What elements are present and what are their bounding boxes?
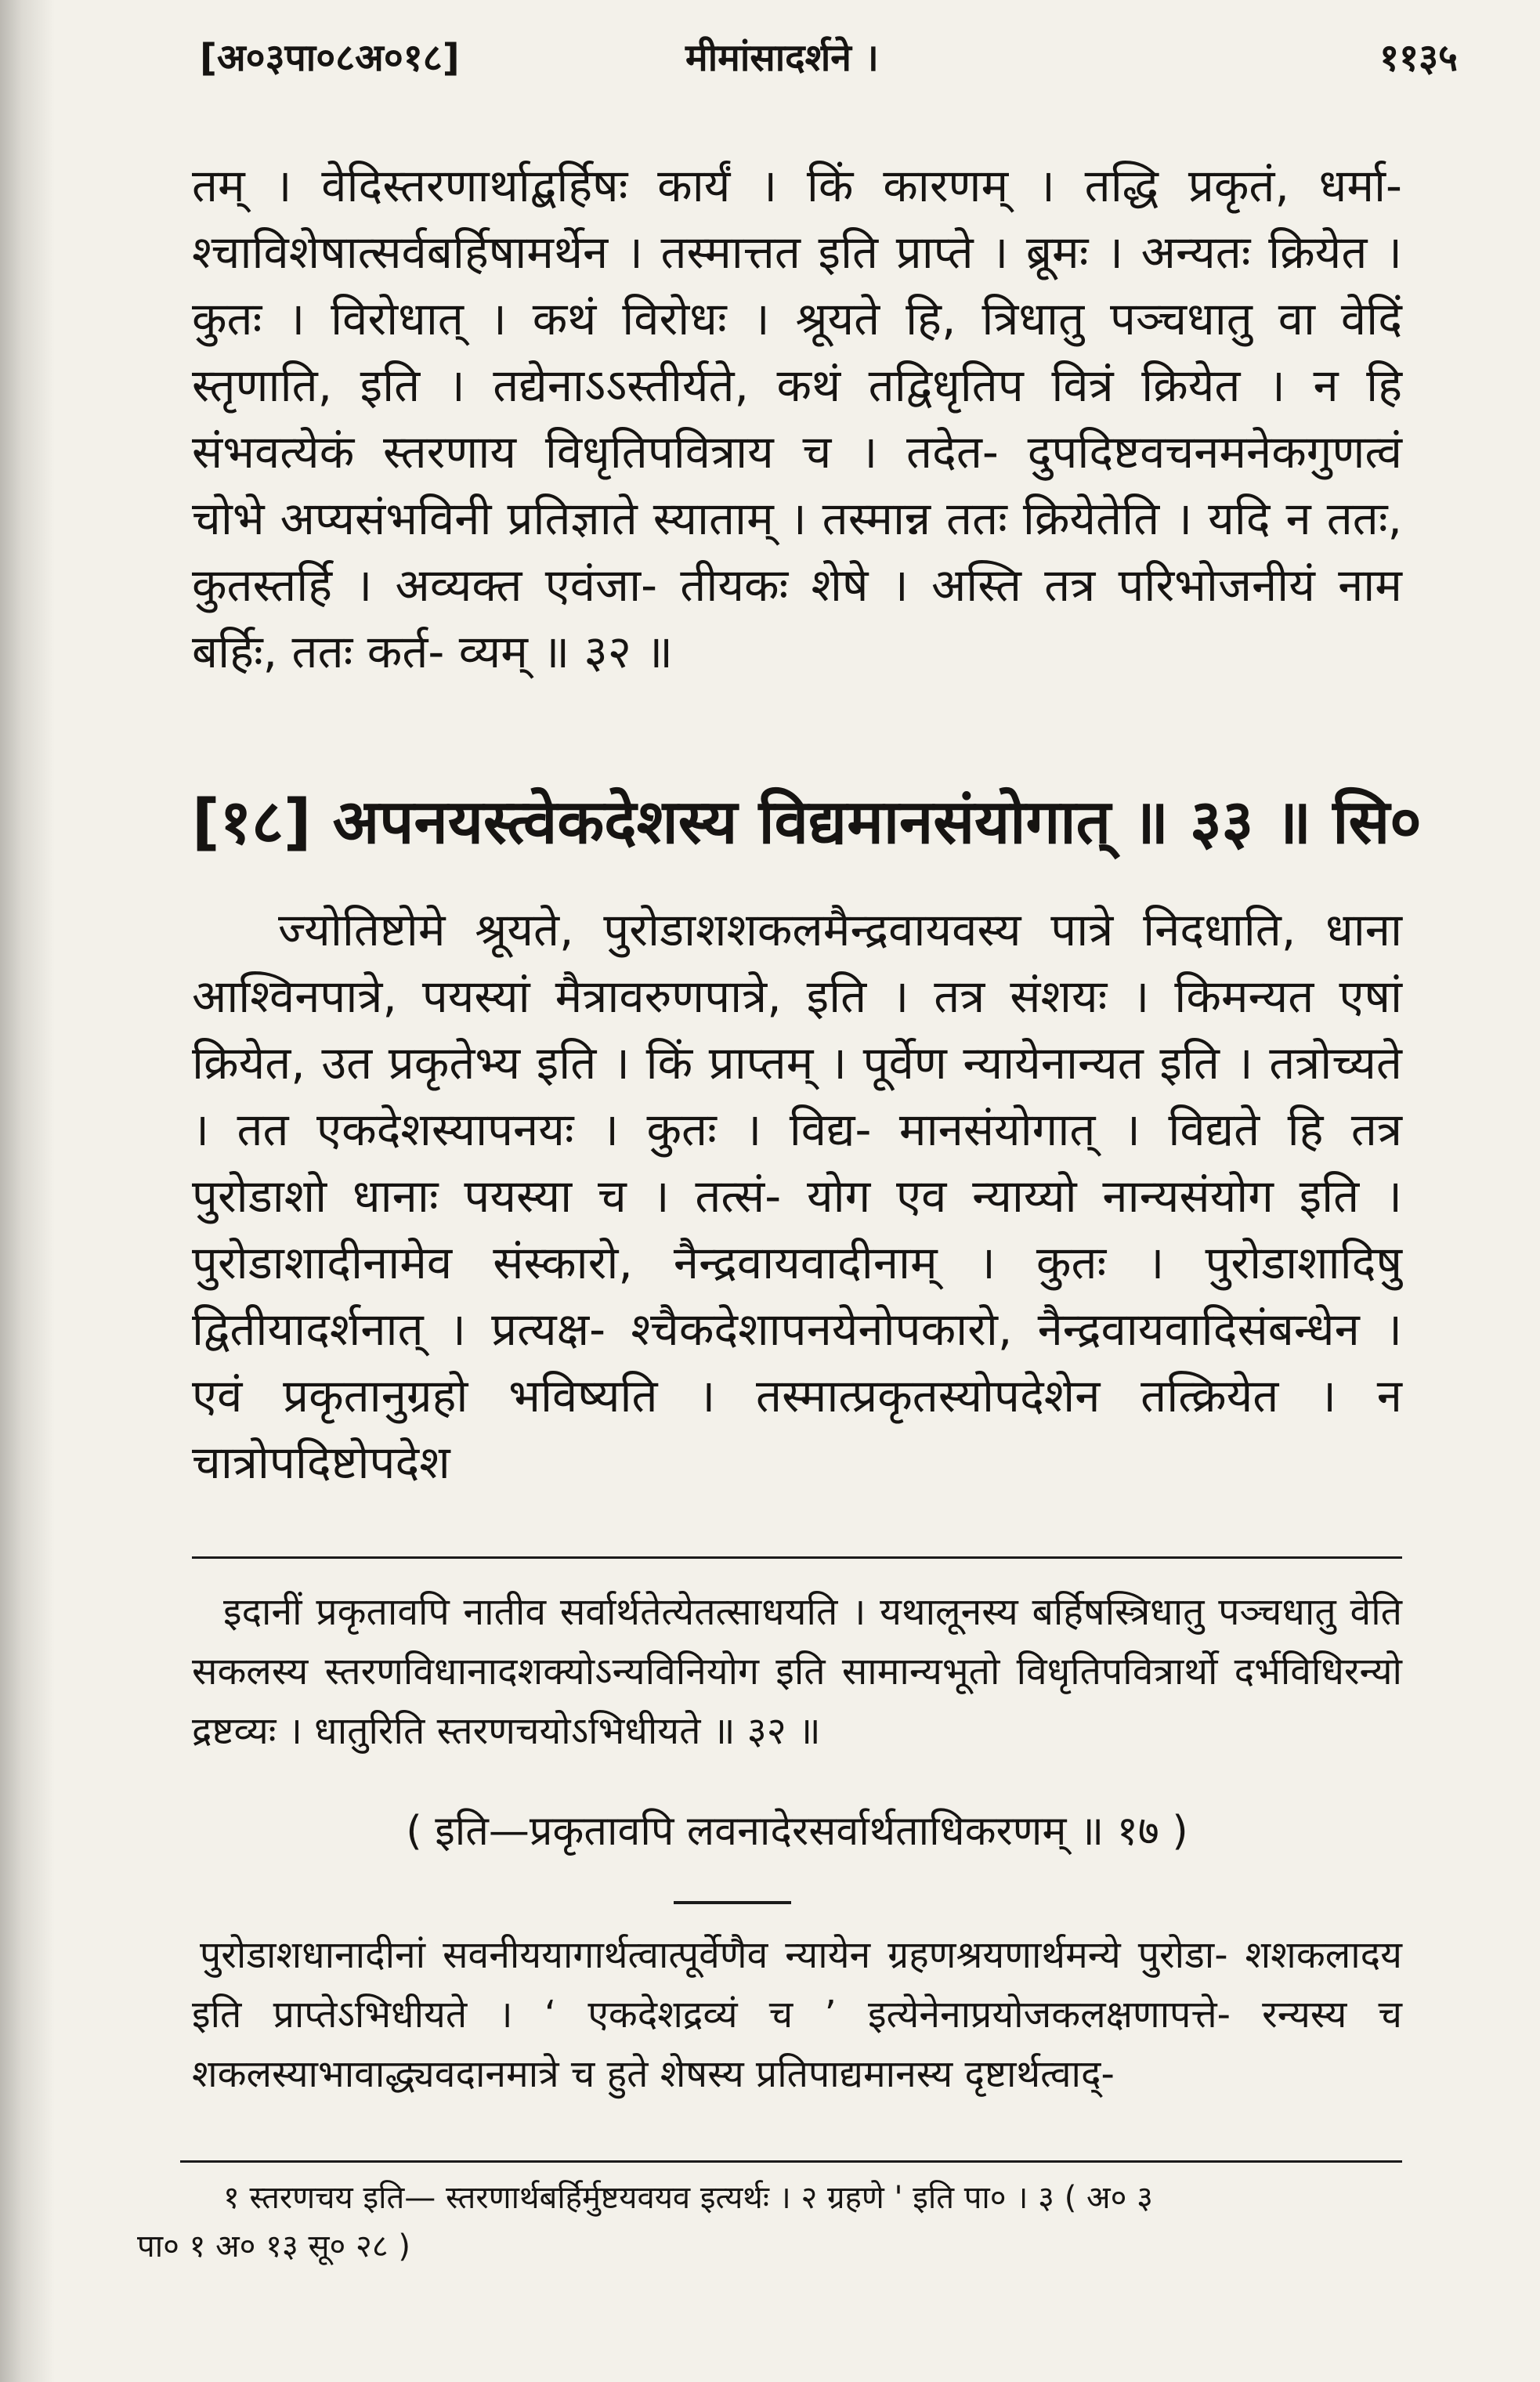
adhikarana-closing-line: ( इति—प्रकृतावपि लवनादेरसर्वार्थताधिकरणम् ॥ १७ ) [406, 1808, 1188, 1855]
footnote-line-1: १ स्तरणचय इति— स्तरणार्थबर्हिर्मुष्टयवयव इत्यर्थः । २ ग्रहणे ' इति पा० । ३ ( अ० ३ [223, 2180, 1153, 2216]
footnote-rule [180, 2160, 1402, 2163]
main-text-lower: ज्योतिष्टोमे श्रूयते, पुरोडाशशकलमैन्द्रवायवस्य पात्रे निदधाति, धाना आश्विनपात्रे, पयस्यां मैत्रावरुणपात्रे, इति । तत्र संशयः । किमन्यत एषां क्रियेत, उत प्रकृतेभ्य इति । किं प्राप्तम् । पूर्वेण न्यायेनान्यत इति । तत्रोच्यते । तत एकदेशस्यापनयः । कुतः । विद्य- मानसंयोगात् । विद्यते हि तत्र पुरोडाशो धानाः पयस्या च । तत्सं- योग एव न्याय्यो नान्यसंयोग इति । पुरोडाशादीनामेव संस्कारो, नैन्द्रवायवादीनाम् । कुतः । पुरोडाशादिषु द्वितीयादर्शनात् । प्रत्यक्ष- श्चैकदेशापनयेनोपकारो, नैन्द्रवायवादिसंबन्धेन । एवं प्रकृतानुग्रहो भविष्यति । तस्मात्प्रकृतस्योपदेशेन तत्क्रियेत । न चात्रोपदिष्टोपदेश [192, 903, 1402, 1489]
running-header [200, 31, 1458, 102]
short-divider-rule [674, 1901, 791, 1904]
divider-rule [192, 1556, 1402, 1559]
section-reference: [अ०३पा०८अ०१८] [200, 36, 460, 80]
sutra-heading: [१८] अपनयस्त्वेकदेशस्य विद्यमानसंयोगात् ॥ ३३ ॥ सि० [192, 787, 1422, 858]
footnote-line-2: पा० १ अ० १३ सू० २८ ) [137, 2228, 410, 2265]
book-title: मीमांसादर्शने । [685, 36, 879, 80]
commentary-paragraph-2: पुरोडाशधानादीनां सवनीययागार्थत्वात्पूर्वेणैव न्यायेन ग्रहणश्रयणार्थमन्ये पुरोडा- शशकलादय इति प्राप्तेऽभिधीयते । ‘ एकदेशद्रव्यं च ’ इत्येनेनाप्रयोजकलक्षणापत्ते- रन्यस्य च शकलस्याभावाद्ध्यवदानमात्रे च हुते शेषस्य प्रतिपाद्यमानस्य दृष्टार्थत्वाद्- [192, 1933, 1402, 2096]
footnotes [137, 2174, 1402, 2271]
page-number: ११३५ [1379, 36, 1458, 80]
main-text-upper: तम् । वेदिस्तरणार्थाद्बर्हिषः कार्यं । किं कारणम् । तद्धि प्रकृतं, धर्मा- श्चाविशेषात्सर्वबर्हिषामर्थेन । तस्मात्तत इति प्राप्ते । ब्रूमः । अन्यतः क्रियेत । कुतः । विरोधात् । कथं विरोधः । श्रूयते हि, त्रिधातु पञ्चधातु वा वेदिं स्तृणाति, इति । तद्येनाऽऽस्तीर्यते, कथं तद्विधृतिप वित्रं क्रियेत । न हि संभवत्येकं स्तरणाय विधृतिपवित्राय च । तदेत- दुपदिष्टवचनमनेकगुणत्वं चोभे अप्यसंभविनी प्रतिज्ञाते स्याताम् । तस्मान्न ततः क्रियेतेति । यदि न ततः, कुतस्तर्हि । अव्यक्त एवंजा- तीयकः शेषे । अस्ति तत्र परिभोजनीयं नाम बर्हिः, ततः कर्त- व्यम् ॥ ३२ ॥ [192, 159, 1402, 678]
commentary-paragraph-1: इदानीं प्रकृतावपि नातीव सर्वार्थतेत्येतत्साधयति । यथालूनस्य बर्हिषस्त्रिधातु पञ्चधातु वेति सकलस्य स्तरणविधानादशक्योऽन्यविनियोग इति सामान्यभूतो विधृतिपवित्रार्थो दर्भविधिरन्यो द्रष्टव्यः । धातुरिति स्तरणचयोऽभिधीयते ॥ ३२ ॥ [192, 1590, 1402, 1753]
